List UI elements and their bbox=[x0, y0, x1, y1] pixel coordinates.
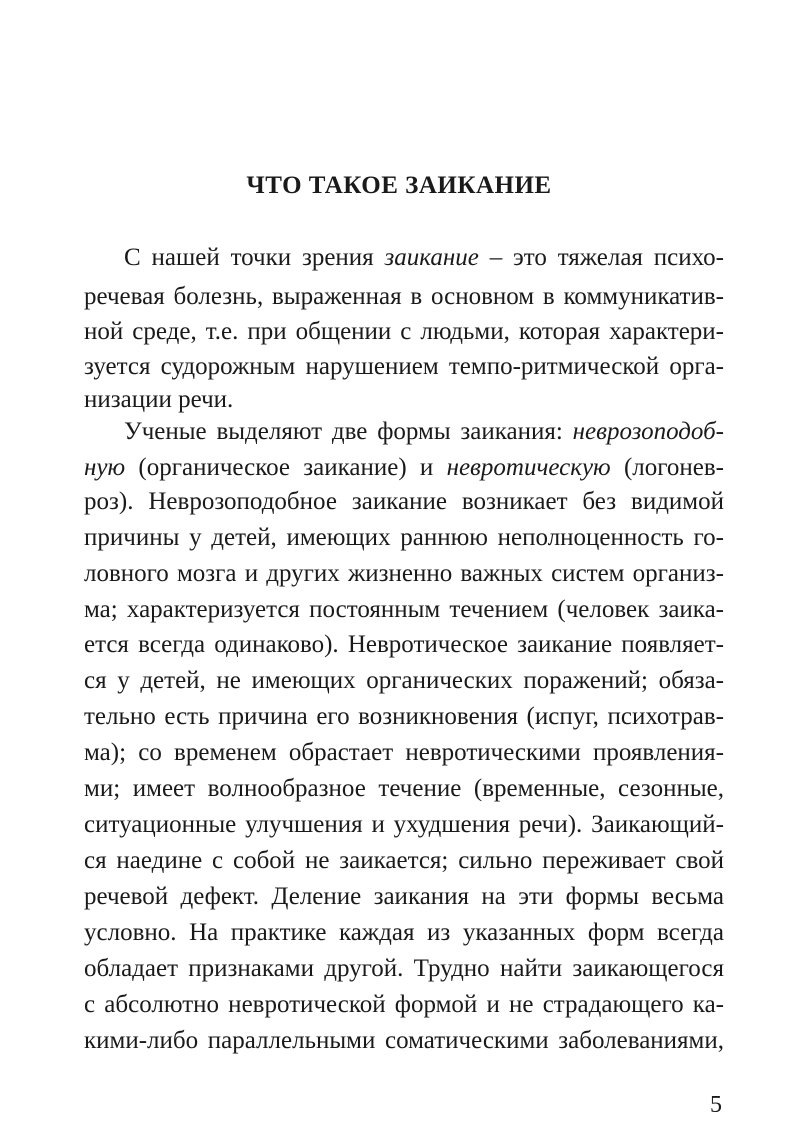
emphasis-term: невротическую bbox=[446, 454, 611, 481]
paragraph-2-line: с абсолютно невротической формой и не страдающего ка- bbox=[84, 991, 724, 1018]
text-run: Ученые выделяют две формы заикания: bbox=[124, 418, 573, 445]
paragraph-2-line: кими-либо параллельными соматическими заболеваниями, bbox=[84, 1027, 724, 1054]
emphasis-term: ную bbox=[84, 454, 126, 481]
paragraph-2-line: роз). Неврозоподобное заикание возникает без видимой bbox=[84, 488, 724, 515]
paragraph-1-line: ной среде, т.е. при общении с людьми, которая характери- bbox=[84, 318, 724, 345]
paragraph-2-line: ма; характеризуется постоянным течением (человек заика- bbox=[84, 596, 724, 623]
emphasis-term: неврозоподоб- bbox=[572, 418, 724, 445]
paragraph-2-line: ся у детей, не имеющих органических поражений; обяза- bbox=[84, 667, 724, 694]
paragraph-2-line: ми; имеет волнообразное течение (временные, сезонные, bbox=[84, 775, 724, 802]
paragraph-1-line: низации речи. bbox=[84, 386, 234, 413]
text-run: (логонев- bbox=[610, 454, 724, 481]
paragraph-2-line bbox=[124, 412, 724, 452]
paragraph-2-line: причины у детей, имеющих раннюю неполноценность го- bbox=[84, 524, 724, 551]
paragraph-2-line: ситуационные улучшения и ухудшения речи). Заикающий- bbox=[84, 811, 724, 838]
chapter-title: ЧТО ТАКОЕ ЗАИКАНИЕ bbox=[246, 172, 552, 199]
paragraph-2-line: обладает признаками другой. Трудно найти заикающегося bbox=[84, 955, 724, 982]
paragraph-2-line: ма); со временем обрастает невротическими проявления- bbox=[84, 739, 724, 766]
text-run: (органическое заикание) и bbox=[125, 454, 447, 481]
paragraph-1-line: речевая болезнь, выраженная в основном в коммуникатив- bbox=[84, 283, 724, 310]
paragraph-2-line: ся наедине с собой не заикается; сильно переживает свой bbox=[84, 847, 724, 874]
paragraph-2-line: ется всегда одинаково). Невротическое заикание появляет- bbox=[84, 631, 724, 658]
emphasis-term: заикание bbox=[384, 244, 479, 271]
paragraph-2-line: условно. На практике каждая из указанных форм всегда bbox=[84, 919, 724, 946]
page-number: 5 bbox=[710, 1092, 722, 1118]
paragraph-2-line: речевой дефект. Деление заикания на эти формы весьма bbox=[84, 883, 724, 910]
paragraph-1-line: зуется судорожным нарушением темпо-ритмической орга- bbox=[84, 353, 724, 380]
text-run: С нашей точки зрения bbox=[124, 244, 385, 271]
paragraph-1-line bbox=[124, 238, 724, 278]
paragraph-2-line: тельно есть причина его возникновения (испуг, психотрав- bbox=[84, 703, 724, 730]
text-run: – это тяжелая психо- bbox=[478, 244, 724, 271]
paragraph-2-line: ловного мозга и других жизненно важных систем организ- bbox=[84, 560, 724, 587]
